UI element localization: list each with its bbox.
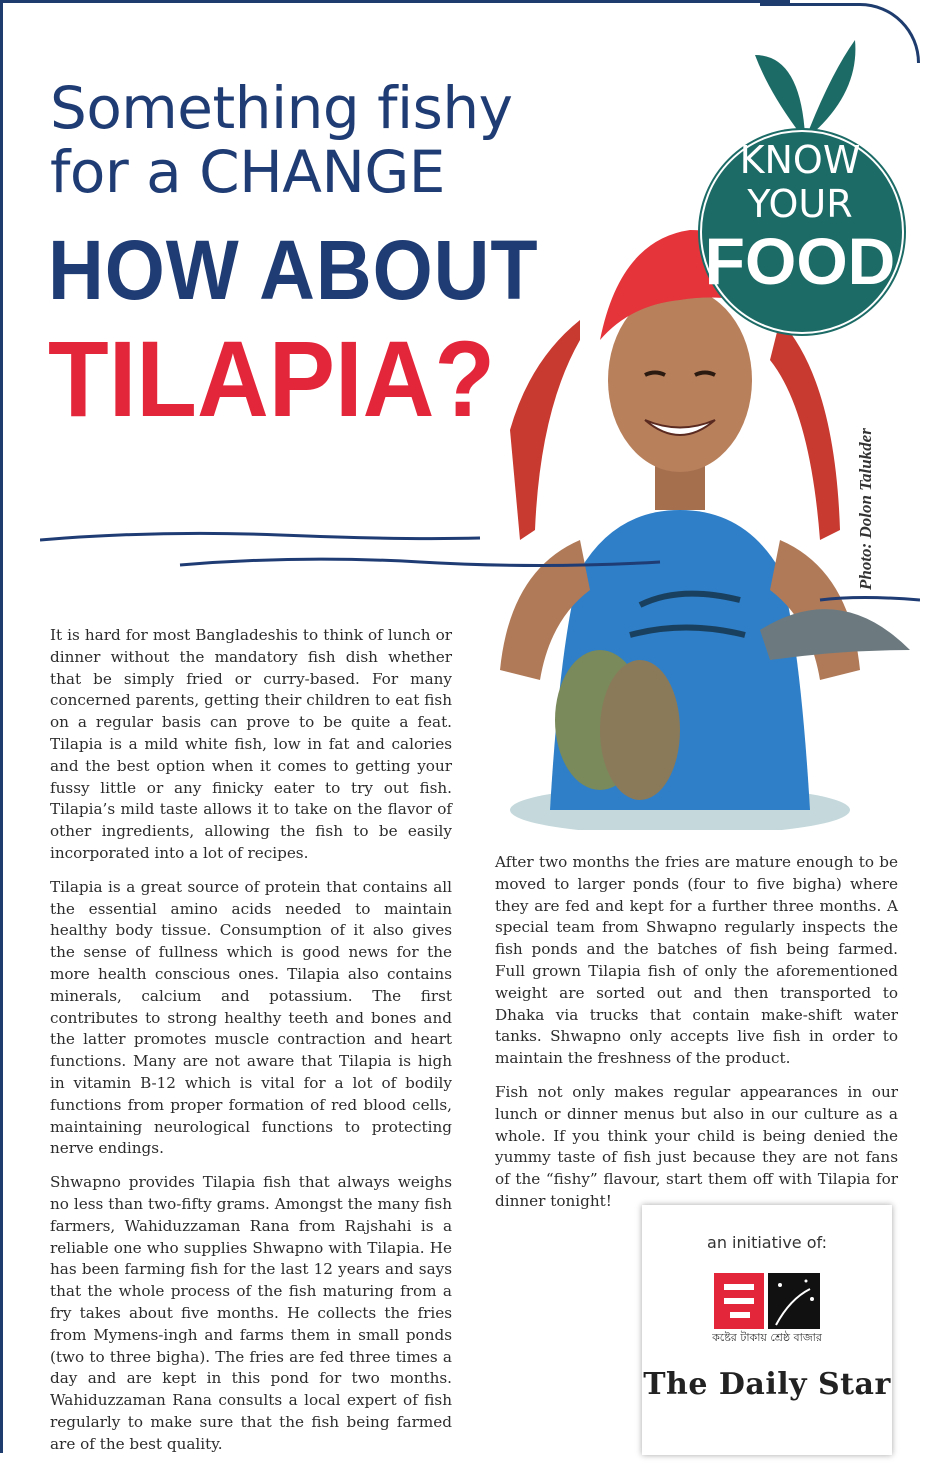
headline-line-2: for a CHANGE <box>50 138 445 206</box>
paragraph: Fish not only makes regular appearances in our lunch or dinner menus but also in our culture as a whole. If you think your child is being denied the yummy taste of fish just because they are not fans of the “fishy” flavour, start them off with Tilapia for dinner tonight! <box>495 1082 898 1210</box>
headline-intro <box>50 76 570 204</box>
frame-top-line <box>0 0 790 11</box>
photo-credit: Photo: Dolon Talukder <box>856 428 875 590</box>
shwapno-logo <box>710 1269 824 1333</box>
daily-star-logo: The Daily Star <box>643 1367 891 1402</box>
initiative-label: an initiative of: <box>707 1233 827 1252</box>
shwapno-tagline: কষ্টের টাকায় শ্রেষ্ঠ বাজার <box>712 1331 822 1344</box>
badge-line-3: FOOD <box>704 224 896 298</box>
badge-line-2: YOUR <box>747 182 853 226</box>
leaf-icon <box>750 35 860 145</box>
paragraph: It is hard for most Bangladeshis to think of lunch or dinner without the mandatory fish dish whether that be simply fried or curry-based. For many concerned parents, getting their children to eat fish on a regular basis can prove to be quite a feat. Tilapia is a mild white fish, low in fat and calories and the best option when it comes to getting your fussy little or any finicky eater to try out fish. Tilapia’s mild taste allows it to take on the flavor of other ingredients, allowing the fish to be easily incorporated into a lot of recipes. <box>50 626 452 862</box>
article-column-right <box>495 852 898 1225</box>
paragraph: Tilapia is a great source of protein that contains all the essential amino acids needed to maintain healthy body tissue. Consumption of it also gives the sense of fullness which is good news for the more health conscious ones. Tilapia also contains minerals, calcium and potassium. The first contributes to strong healthy teeth and bones and the latter promotes muscle contraction and heart functions. Many are not aware that Tilapia is high in vitamin B-12 which is vital for a lot of bodily functions from proper formation of red blood cells, maintaining neurological functions to protecting nerve endings. <box>50 877 452 1158</box>
frame-left-line <box>0 3 3 1453</box>
wave-divider <box>40 520 920 610</box>
paragraph: Shwapno provides Tilapia fish that always weighs no less than two-fifty grams. Amongst the many fish farmers, Wahiduzzaman Rana from Rajshahi is a reliable one who supplies Shwapno with Tilapia. He has been farming fish for the last 12 years and says that the whole process of the fish maturing from a fry takes about five months. He collects the fries from Mymens-ingh and farms them in small ponds (two to three bigha). The fries are fed three times a day and are kept in this pond for two months. Wahiduzzaman Rana consults a local expert of fish regularly to make sure that the fish being farmed are of the best quality. <box>50 1173 452 1453</box>
headline-line-4: TILAPIA? <box>48 318 496 439</box>
initiative-box <box>642 1205 892 1455</box>
know-your-food-badge <box>700 100 900 330</box>
badge-line-1: KNOW <box>739 138 861 182</box>
paragraph: After two months the fries are mature enough to be moved to larger ponds (four to five bigha) where they are fed and kept for a further three months. A special team from Shwapno regularly inspects the fish ponds and the batches of fish being farmed. Full grown Tilapia fish of only the aforementioned weight are sorted out and then transported to Dhaka via trucks that contain make-shift water tanks. Shwapno only accepts live fish in order to maintain the freshness of the product. <box>495 853 898 1068</box>
headline-line-3: HOW ABOUT <box>48 223 539 317</box>
article-column-left <box>50 625 452 1467</box>
headline-line-1: Something fishy <box>50 74 513 142</box>
